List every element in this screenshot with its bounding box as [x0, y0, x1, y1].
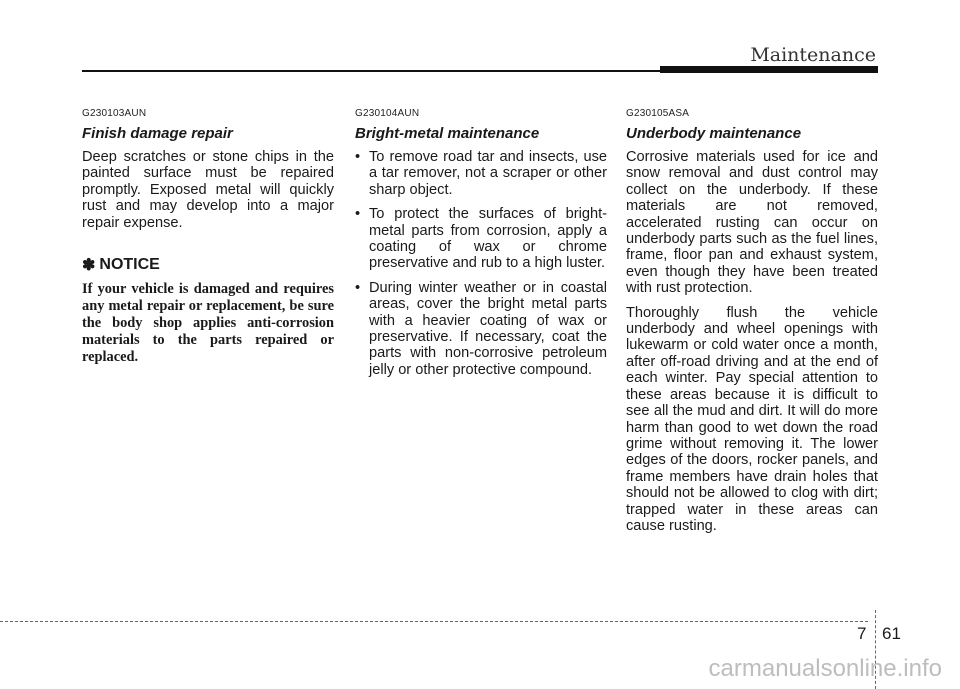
header-rule-thick — [660, 66, 878, 73]
list-item — [355, 149, 607, 198]
page-number: 61 — [882, 624, 901, 643]
paragraph: Thoroughly flush the vehicle underbody and wheel openings with lukewarm or cold water once a month, after off-road driving and at the end of each winter. Pay special attention to these areas because it is difficult to see all the mud and dirt. It will do more harm than good to wet down the road grime without removing it. The lower edges of the doors, rocker panels, and frame members have drain holes that should not be allowed to clog with dirt; trapped water in these areas can cause rusting. — [626, 304, 878, 534]
paragraph: Corrosive materials used for ice and snow removal and dust control may collect on the underbody. If these materials are not removed, accelerated rusting can occur on underbody parts such as the fuel lines, frame, floor pan and exhaust system, even though they have been treated with rust protection. — [626, 149, 878, 297]
asterisk-icon: ✽ — [82, 257, 96, 275]
section-heading: Underbody maintenance — [626, 125, 802, 142]
list-item-text: During winter weather or in coastal areas, cover the bright metal parts with a heavier coating of wax or preservative. If necessary, coat the parts with non-corrosive petroleum jelly or other protective compound. — [369, 279, 607, 378]
bullet-icon: • — [355, 206, 361, 223]
header-rule-thin — [82, 70, 662, 72]
watermark: carmanualsonline.info — [708, 655, 942, 682]
section-code: G230105ASA — [626, 108, 690, 119]
section-code: G230103AUN — [82, 108, 147, 119]
section-heading: Finish damage repair — [82, 125, 233, 142]
list-item — [355, 206, 607, 272]
section-code: G230104AUN — [355, 108, 420, 119]
list-item-text: To remove road tar and insects, use a tar remover, not a scraper or other sharp object. — [369, 149, 607, 198]
bullet-icon: • — [355, 149, 361, 165]
notice-header — [82, 255, 334, 275]
chapter-number: 7 — [857, 624, 867, 643]
paragraph: Deep scratches or stone chips in the painted surface must be repaired promptly. Exposed metal will quickly rust and may develop into a major repair expense. — [82, 149, 334, 231]
column-finish-damage — [82, 108, 334, 366]
list-item-text: To protect the surfaces of bright-metal parts from corrosion, apply a coating of wax or chrome preservative and rub to a high luster. — [369, 206, 607, 272]
column-bright-metal — [355, 108, 607, 386]
bullet-icon: • — [355, 279, 361, 296]
section-heading: Bright-metal maintenance — [355, 125, 540, 142]
column-underbody — [626, 108, 878, 534]
section-title: Maintenance — [750, 44, 876, 66]
footer-dashed-rule — [0, 621, 868, 622]
notice-body: If your vehicle is damaged and requires any metal repair or replacement, be sure the body shop applies anti-corrosion materials to the parts repaired or replaced. — [82, 281, 334, 366]
list-item — [355, 280, 607, 378]
notice-title: NOTICE — [99, 256, 160, 274]
bullet-list — [355, 149, 607, 378]
